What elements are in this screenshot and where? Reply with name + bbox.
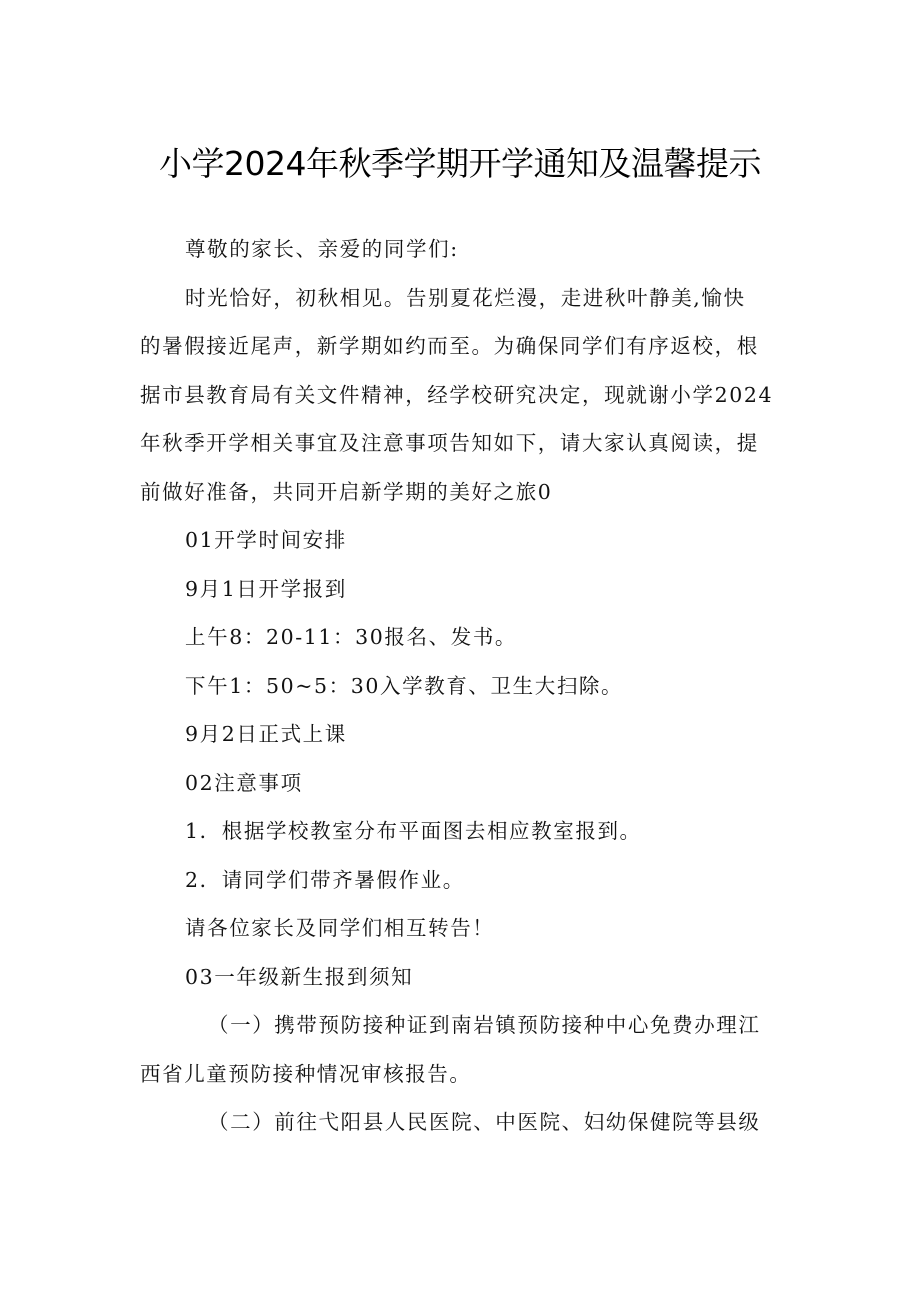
intro-line: 的暑假接近尾声，新学期如约而至。为确保同学们有序返校，根 <box>140 334 759 358</box>
intro-line: 前做好准备，共同开启新学期的美好之旅0 <box>140 479 553 504</box>
first-grade-item-2: （二）前往弋阳县人民医院、中医院、妇幼保健院等县级 <box>208 1110 761 1134</box>
intro-paragraph <box>140 274 790 517</box>
note-item-2: 2．请同学们带齐暑假作业。 <box>185 867 465 892</box>
intro-line: 据市县教育局有关文件精神，经学校研究决定，现就谢小学2024 <box>140 382 774 407</box>
note-item-1: 1．根据学校教室分布平面图去相应教室报到。 <box>185 819 642 843</box>
section-heading-schedule: 01开学时间安排 <box>185 528 347 552</box>
item-line: 西省儿童预防接种情况审核报告。 <box>140 1061 472 1086</box>
item-line: （一）携带预防接种证到南岩镇预防接种中心免费办理江 <box>208 1013 761 1037</box>
afternoon-schedule: 下午1：50~5：30入学教育、卫生大扫除。 <box>185 673 624 698</box>
section-heading-notes: 02注意事项 <box>185 770 303 795</box>
intro-line: 年秋季开学相关事宜及注意事项告知如下，请大家认真阅读，提 <box>140 431 759 455</box>
document-title: 小学2024年秋季学期开学通知及温馨提示 <box>159 144 761 183</box>
section-heading-first-grade: 03一年级新生报到须知 <box>185 964 414 989</box>
morning-schedule: 上午8：20-11：30报名、发书。 <box>185 625 518 649</box>
document-body <box>140 225 790 1147</box>
class-start-date: 9月2日正式上课 <box>185 722 347 746</box>
registration-date: 9月1日开学报到 <box>185 576 347 601</box>
intro-line: 时光恰好，初秋相见。告别夏花烂漫，走进秋叶静美,愉快 <box>185 285 746 310</box>
greeting: 尊敬的家长、亲爱的同学们: <box>185 237 459 261</box>
first-grade-item-1 <box>140 1001 790 1098</box>
reminder-text: 请各位家长及同学们相互转告！ <box>185 916 495 940</box>
